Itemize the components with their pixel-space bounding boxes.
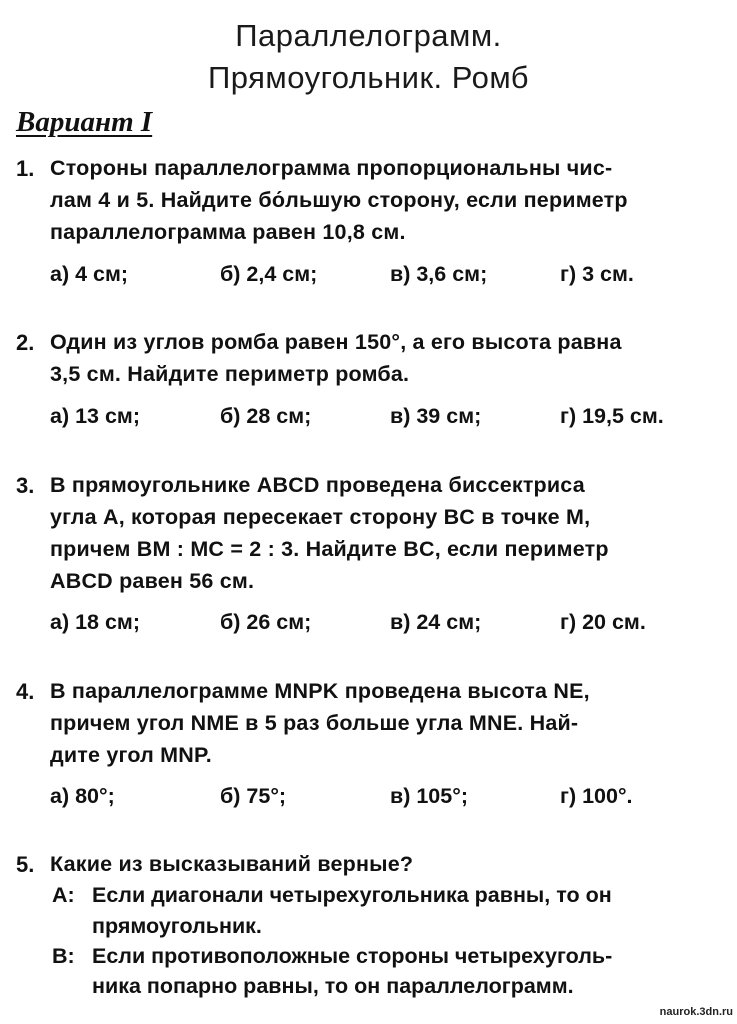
question-4-answer-d: г) 100°. [560,784,633,808]
question-4-answer-b: б) 75°; [220,784,287,808]
question-3-answer-d: г) 20 см. [560,610,646,634]
question-4-line-1: В параллелограмме MNPK проведена высота NE, [50,679,590,703]
variant-heading: Вариант I [16,106,153,138]
page-title-line-1: Параллелограмм. [235,18,502,53]
source-watermark: naurok.3dn.ru [659,1006,733,1018]
question-3-answer-b: б) 26 см; [220,610,312,634]
question-2-answer-b: б) 28 см; [220,404,312,428]
question-2-answer-c: в) 39 см; [390,404,482,428]
question-5-line-1: Какие из высказываний верные? [50,852,414,876]
question-4-number: 4. [16,679,35,704]
statement-b-label: В: [52,944,75,968]
question-3-line-1: В прямоугольнике ABCD проведена биссектриса [50,473,585,497]
question-4-line-2: причем угол NME в 5 раз больше угла MNE. Най- [50,711,579,735]
question-2-answer-d: г) 19,5 см. [560,404,664,428]
question-2-line-2: 3,5 см. Найдите периметр ромба. [50,362,410,386]
question-1-number: 1. [16,156,35,181]
statement-b-line-1: Если противоположные стороны четырехуголь- [92,944,613,968]
question-4-answer-c: в) 105°; [390,784,468,808]
question-3-number: 3. [16,473,35,498]
question-3-line-3: причем BM : MC = 2 : 3. Найдите BC, если периметр [50,537,609,561]
statement-a-line-2: прямоугольник. [92,914,262,938]
question-1-answer-a: а) 4 см; [50,262,129,286]
question-3-line-4: ABCD равен 56 см. [50,569,255,593]
statement-a-label: А: [52,883,75,907]
question-1-answer-d: г) 3 см. [560,262,634,286]
page-title-line-2: Прямоугольник. Ромб [207,60,530,95]
question-2-number: 2. [16,330,35,355]
statement-b-line-2: ника попарно равны, то он параллелограмм. [92,974,574,998]
question-2-answer-a: а) 13 см; [50,404,140,428]
question-4-line-3: дите угол MNP. [50,743,212,767]
question-1-answer-b: б) 2,4 см; [220,262,318,286]
question-3-line-2: угла A, которая пересекает сторону BC в точке M, [50,505,591,529]
question-2-line-1: Один из углов ромба равен 150°, а его высота равна [50,330,622,354]
question-5-number: 5. [16,852,35,877]
statement-a-line-1: Если диагонали четырехугольника равны, то он [92,883,612,907]
question-3-answer-c: в) 24 см; [390,610,482,634]
question-1-line-1: Стороны параллелограмма пропорциональны чис- [50,156,613,180]
question-3-answer-a: а) 18 см; [50,610,140,634]
question-1-line-2: лам 4 и 5. Найдите бо́льшую сторону, если периметр [50,188,628,212]
question-4-answer-a: а) 80°; [50,784,115,808]
question-1-answer-c: в) 3,6 см; [390,262,488,286]
question-1-line-3: параллелограмма равен 10,8 см. [50,220,406,244]
